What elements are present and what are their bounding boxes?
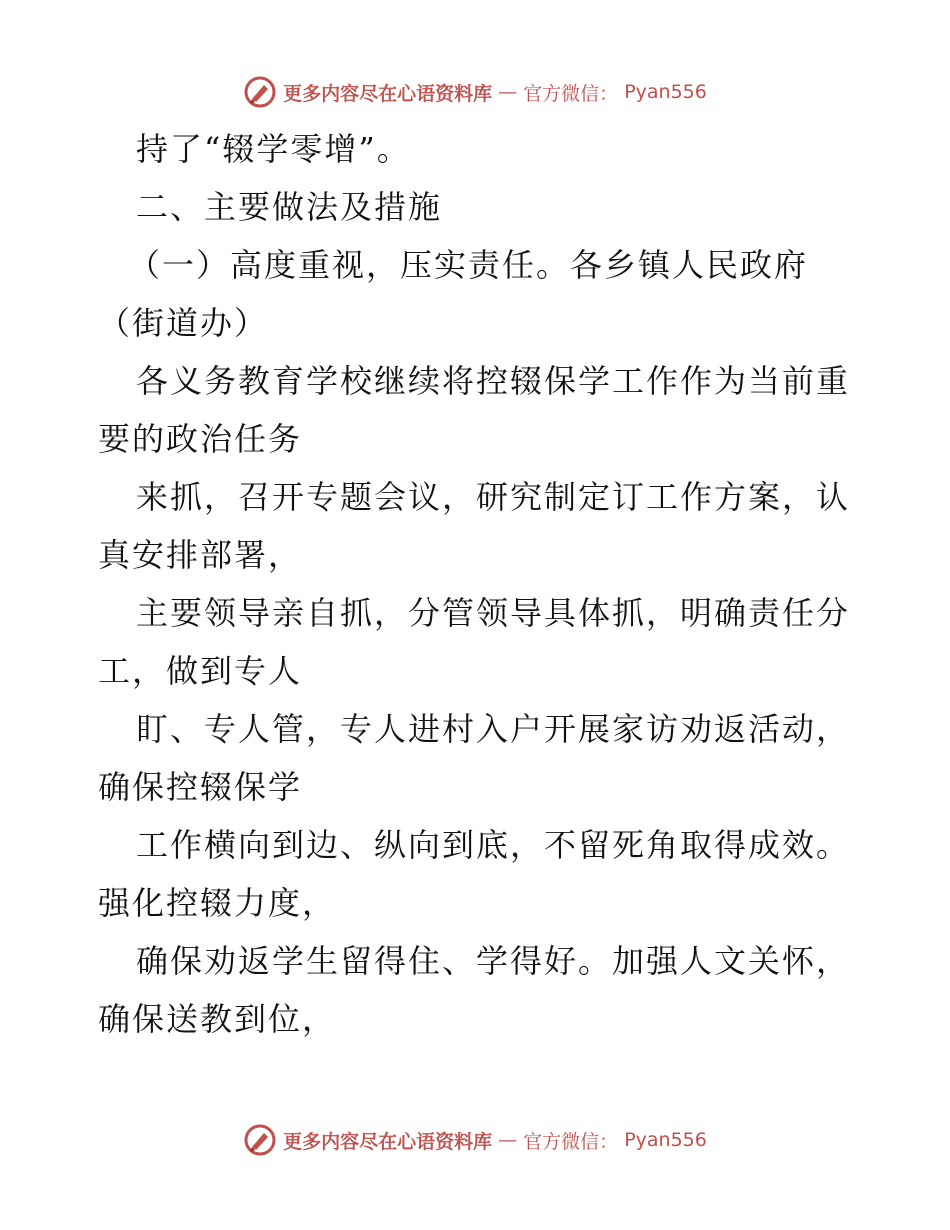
document-body (98, 120, 858, 1048)
watermark-main-text: 更多内容尽在心语资料库 (283, 1130, 493, 1153)
header-watermark (0, 72, 950, 112)
body-line: 工作横向到边、纵向到底，不留死角取得成效。 (136, 826, 851, 864)
watermark-sub-text: 官方微信： (523, 1130, 619, 1153)
body-line: 确保劝返学生留得住、学得好。加强人文关怀， (136, 942, 851, 980)
body-line: 强化控辍力度， (98, 884, 337, 922)
body-line: 主要领导亲自抓，分管领导具体抓，明确责任分 (136, 594, 851, 632)
watermark-id: Pyan556 (624, 81, 707, 103)
pen-logo-icon (243, 1123, 277, 1157)
body-line: 各义务教育学校继续将控辍保学工作作为当前重 (136, 362, 851, 400)
watermark-main-text: 更多内容尽在心语资料库 (283, 82, 493, 105)
body-line: 要的政治任务 (98, 420, 303, 458)
body-line: 确保控辍保学 (98, 768, 303, 806)
body-line: 来抓，召开专题会议，研究制定订工作方案，认 (136, 478, 851, 516)
body-line: 确保送教到位， (98, 1000, 337, 1038)
body-line: 二、主要做法及措施 (136, 188, 443, 226)
body-line: 盯、专人管，专人进村入户开展家访劝返活动， (136, 710, 851, 748)
watermark-dash: — (498, 1129, 518, 1151)
body-line: （一）高度重视，压实责任。各乡镇人民政府 (128, 246, 809, 284)
body-line: 真安排部署， (98, 536, 303, 574)
body-line: （街道办） (98, 304, 269, 342)
watermark-sub-text: 官方微信： (523, 82, 619, 105)
body-line: 工，做到专人 (98, 652, 303, 690)
pen-logo-icon (243, 75, 277, 109)
watermark-id: Pyan556 (624, 1129, 707, 1151)
footer-watermark (0, 1120, 950, 1160)
body-line: 持了“辍学零增”。 (136, 130, 411, 168)
watermark-dash: — (498, 81, 518, 103)
